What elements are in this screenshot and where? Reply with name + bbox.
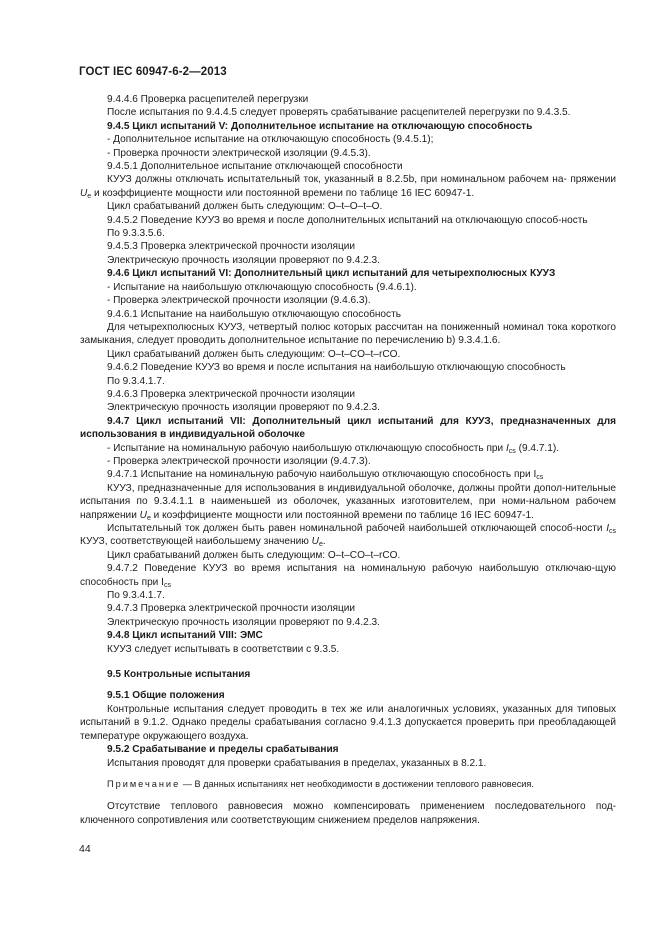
paragraph: После испытания по 9.4.4.5 следует проверять срабатывание расцепителей перегрузки по 9.4.3.5.: [107, 107, 571, 119]
paragraph: КУУЗ должны отключать испытательный ток, указанный в 8.2.5b, при номинальном рабочем на- пряжении $U_e$ и коэффициенте мощности или постоянной времени по таблице 16 IEC 60947-1.: [80, 174, 616, 200]
paragraph: 9.4.5.3 Проверка электрической прочности изоляции: [107, 241, 356, 253]
section-heading: 9.4.5 Цикл испытаний V: Дополнительное испытание на отключающую способность: [107, 120, 533, 132]
section-heading: 9.5.1 Общие положения: [107, 690, 225, 702]
list-item: - Испытание на наибольшую отключающую способность (9.4.6.1).: [107, 281, 417, 293]
document-body: [80, 93, 616, 827]
paragraph: Для четырехполюсных КУУЗ, четвертый полюс которых рассчитан на пониженный номинал тока короткого замыкания, следует проводить дополнительное испытание по перечислению b) 9.3.4.1.6.: [80, 321, 616, 347]
paragraph: 9.4.5.1 Дополнительное испытание отключающей способности: [107, 161, 403, 173]
paragraph: 9.4.4.6 Проверка расцепителей перегрузки: [107, 94, 309, 105]
paragraph: 9.4.5.2 Поведение КУУЗ во время и после дополнительных испытаний на отключающую способ-ность: [107, 214, 588, 226]
paragraph: По 9.3.3.5.6.: [107, 228, 165, 240]
list-item: - Дополнительное испытание на отключающую способность (9.4.5.1);: [107, 134, 434, 146]
page-number: 44: [79, 843, 91, 855]
note: Примечание — В данных испытаниях нет необходимости в достижении теплового равновесия.: [107, 778, 534, 789]
paragraph: Цикл срабатываний должен быть следующим: O–t–CO–t–rCO.: [107, 348, 401, 360]
paragraph: Испытания проводят для проверки срабатывания в пределах, указанных в 8.2.1.: [107, 757, 487, 769]
paragraph: Контрольные испытания следует проводить в тех же или аналогичных условиях, указанных для типовых испытаний в 9.1.2. Однако пределы срабатывания согласно 9.4.1.3 допускается проверить при преобладающей температуре окружающего воздуха.: [80, 703, 616, 742]
paragraph: 9.4.7.2 Поведение КУУЗ во время испытания на номинальную рабочую наибольшую отключаю-щую способность при $I_{cs}$: [80, 563, 616, 589]
paragraph: 9.4.6.2 Поведение КУУЗ во время и после испытания на наибольшую отключающую способность: [107, 362, 566, 374]
paragraph: По 9.3.4.1.7.: [107, 375, 165, 387]
paragraph: КУУЗ следует испытывать в соответствии с 9.3.5.: [107, 643, 340, 655]
list-item: - Испытание на номинальную рабочую наибольшую отключающую способность при $I_{cs}$ (9.4.7.1).: [107, 442, 560, 455]
document-header: ГОСТ IEC 60947-6-2—2013: [79, 66, 227, 78]
paragraph: 9.4.7.3 Проверка электрической прочности изоляции: [107, 603, 356, 615]
list-item: - Проверка электрической прочности изоляции (9.4.6.3).: [107, 295, 371, 307]
paragraph: КУУЗ, предназначенные для использования в индивидуальной оболочке, должны пройти допол-нительные испытания по 9.3.4.1.1 в наименьшей из оболочек, указанных изготовителем, при номи-нальном рабочем напряжении $U_e$ и коэффициенте мощности или постоянной времени по таблице 16 IEC 60947-1.: [80, 482, 616, 522]
paragraph: Электрическую прочность изоляции проверяют по 9.4.2.3.: [107, 616, 380, 628]
list-item: - Проверка электрической прочности изоляции (9.4.7.3).: [107, 455, 371, 467]
paragraph: Испытательный ток должен быть равен номинальной рабочей наибольшей отключающей способ-ности $I_{cs}$ КУУЗ, соответствующей наибольшему значению $U_e$.: [80, 523, 616, 549]
paragraph: 9.4.7.1 Испытание на номинальную рабочую наибольшую отключающую способность при $I_{cs}$: [107, 469, 544, 482]
paragraph: 9.4.6.3 Проверка электрической прочности изоляции: [107, 388, 356, 400]
paragraph: Цикл срабатываний должен быть следующим: O–t–O–t–O.: [107, 201, 383, 213]
section-heading: 9.4.6 Цикл испытаний VI: Дополнительный цикл испытаний для четырехполюсных КУУЗ: [107, 268, 556, 280]
section-heading: 9.4.7 Цикл испытаний VII: Дополнительный цикл испытаний для КУУЗ, предназначенных для использования в индивидуальной оболочке: [80, 415, 616, 441]
section-heading: 9.5.2 Срабатывание и пределы срабатывания: [107, 744, 339, 756]
section-heading: 9.5 Контрольные испытания: [107, 669, 251, 681]
paragraph: 9.4.6.1 Испытание на наибольшую отключающую способность: [107, 308, 401, 320]
paragraph: Электрическую прочность изоляции проверяют по 9.4.2.3.: [107, 254, 380, 266]
section-heading: 9.4.8 Цикл испытаний VIII: ЭМС: [107, 630, 263, 642]
paragraph: Отсутствие теплового равновесия можно компенсировать применением последовательного под-ключенного сопротивления или соответствующим снижением пределов напряжения.: [80, 801, 616, 826]
list-item: - Проверка прочности электрической изоляции (9.4.5.3).: [107, 147, 371, 159]
paragraph: Электрическую прочность изоляции проверяют по 9.4.2.3.: [107, 402, 380, 414]
paragraph: Цикл срабатываний должен быть следующим: O–t–CO–t–rCO.: [107, 549, 401, 561]
paragraph: По 9.3.4.1.7.: [107, 590, 165, 602]
